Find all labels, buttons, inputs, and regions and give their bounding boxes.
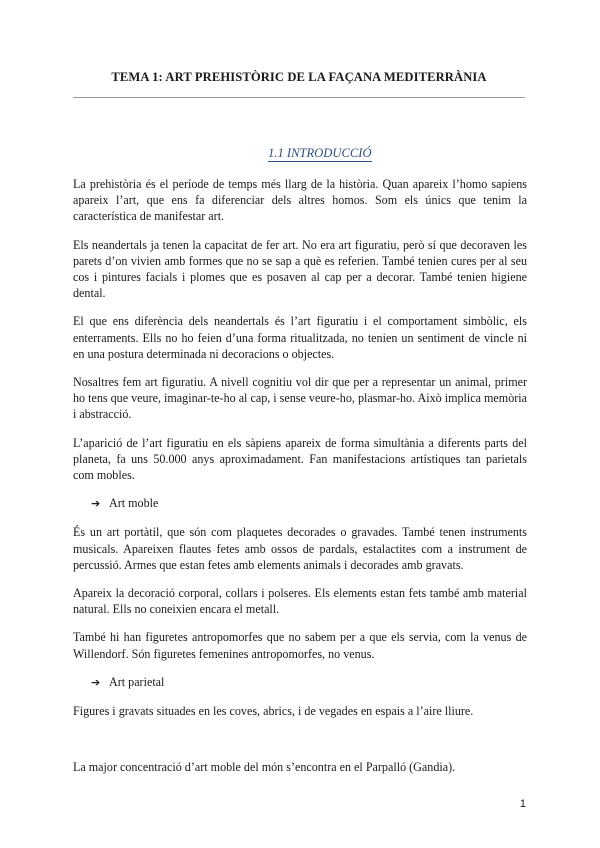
- paragraph: També hi han figuretes antropomorfes que no sabem per a que els servia, com la venus de Willendorf. Són figuretes femenines antropomorfes, no venus.: [73, 630, 527, 661]
- paragraph: Nosaltres fem art figuratiu. A nivell cognitiu vol dir que per a representar un animal, primer ho tens que veure, imaginar-te-ho al cap, i sense veure-ho, plasmar-ho. Això implica memòria i abstracció.: [73, 375, 527, 422]
- page-number: 1: [519, 798, 526, 810]
- bullet-label: Art moble: [109, 496, 159, 511]
- bullet-label: Art parietal: [109, 674, 165, 689]
- bullet-art-parietal: [91, 674, 527, 691]
- closing-paragraph: La major concentració d’art moble del món s’encontra en el Parpalló (Gandia).: [73, 760, 456, 775]
- document-body: [73, 176, 527, 787]
- paragraph: El que ens diferència dels neandertals és l’art figuratiu i el comportament simbòlic, els enterraments. Ells no ho feien d’una forma ritualitzada, no tenien un sentiment de vincle ni en una postura determinada ni decoracions o objectes.: [73, 314, 527, 361]
- paragraph: La prehistòria és el període de temps més llarg de la història. Quan apareix l’homo sapiens apareix l’art, que ens fa diferenciar dels altres homos. Som els únics que tenim la característica de manifestar art.: [73, 177, 527, 224]
- arrow-right-icon: ➔: [91, 675, 101, 689]
- paragraph: Figures i gravats situades en les coves, abrics, i de vegades en espais a l’aire lliure.: [73, 704, 474, 719]
- arrow-right-icon: ➔: [91, 497, 101, 511]
- section-heading: 1.1 INTRODUCCIÓ: [268, 146, 372, 160]
- title-divider: [73, 97, 525, 98]
- bullet-art-moble: [91, 495, 527, 512]
- paragraph: Apareix la decoració corporal, collars i polseres. Els elements estan fets també amb material natural. Ells no coneixien encara el metall.: [73, 586, 527, 617]
- paragraph: És un art portàtil, que són com plaquetes decorades o gravades. També tenen instruments musicals. Apareixen flautes fetes amb ossos de pardals, estalactites com a instrument de percussió. Armes que estan fetes amb elements animals i decorades amb gravats.: [73, 525, 527, 572]
- spacer: [73, 731, 527, 759]
- paragraph: L’aparició de l’art figuratiu en els sàpiens apareix de forma simultània a diferents parts del planeta, fa uns 50.000 anys aproximadament. Fan manifestacions artístiques tan parietals com mobles.: [73, 435, 527, 483]
- paragraph: Els neandertals ja tenen la capacitat de fer art. No era art figuratiu, però sí que decoraven les parets d’on vivien amb formes que no se sap a què es referien. També tenien cures per al seu cos i pintures facials i plomes que es posaven al cap per a decorar. També tenien higiene dental.: [73, 237, 527, 301]
- document-title: TEMA 1: ART PREHISTÒRIC DE LA FAÇANA MEDITERRÀNIA: [111, 70, 487, 84]
